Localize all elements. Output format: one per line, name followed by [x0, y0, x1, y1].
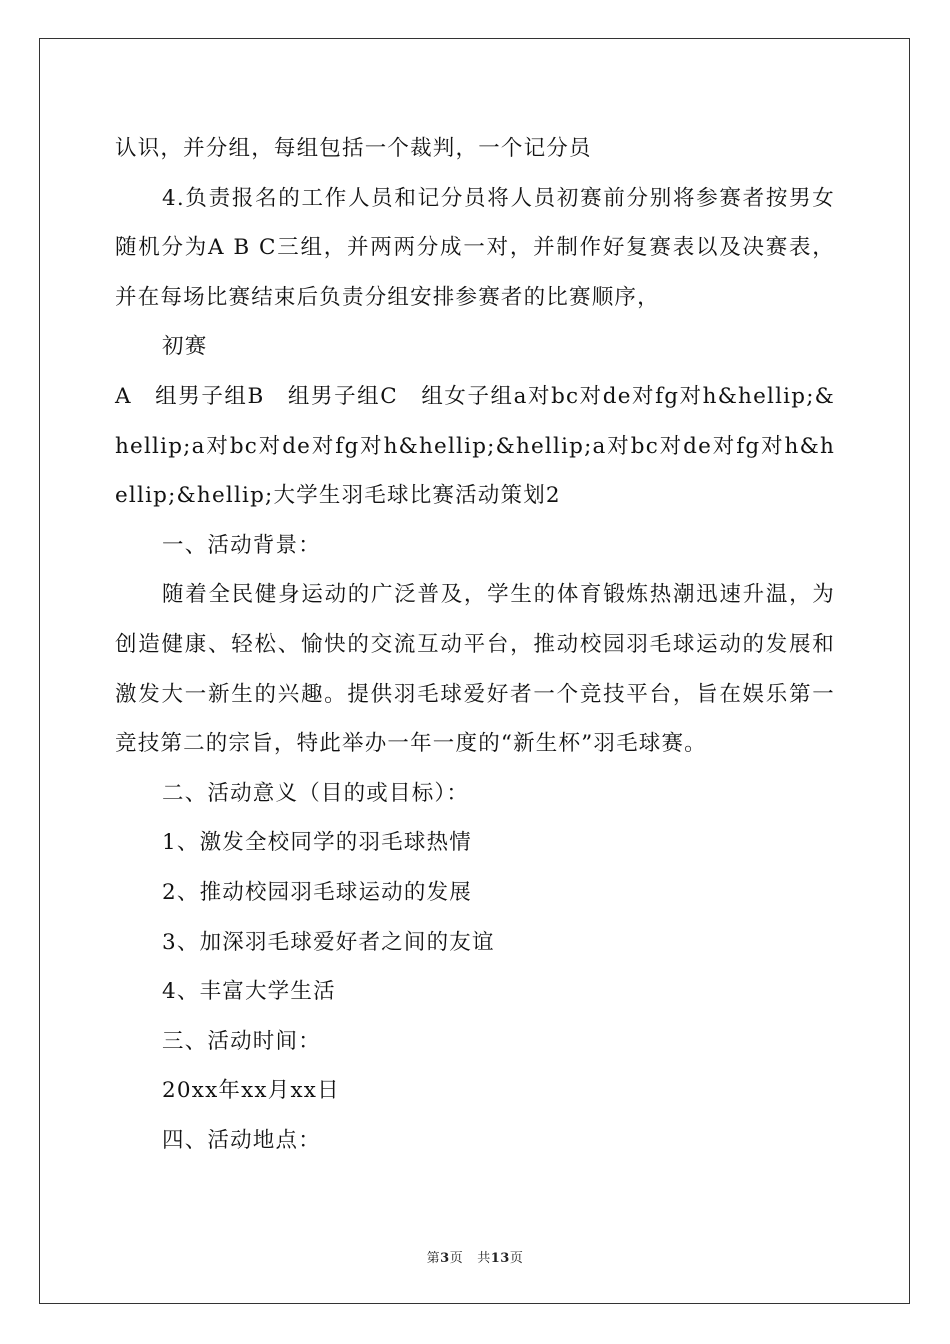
footer-total-suffix: 页 [509, 1251, 524, 1266]
footer-page-number: 3 [440, 1251, 450, 1266]
section-heading-2: 二、活动意义（目的或目标）： [162, 780, 470, 806]
section-heading-3: 三、活动时间： [162, 1028, 321, 1054]
footer-prefix: 第 [426, 1251, 441, 1266]
section-heading-4: 四、活动地点： [162, 1127, 321, 1153]
paragraph-background: 随着全民健身运动的广泛普及，学生的体育锻炼热潮迅速升温，为创造健康、轻松、愉快的交流互动平台，推动校园羽毛球运动的发展和激发大一新生的兴趣。提供羽毛球爱好者一个竞技平台，旨在娱乐第一竞技第二的宗旨，特此举办一年一度的“新生杯”羽毛球赛。 [115, 582, 835, 757]
list-item-4: 4、丰富大学生活 [162, 979, 336, 1005]
paragraph-3: 初赛 [162, 334, 208, 360]
activity-date: 20xx年xx月xx日 [162, 1078, 340, 1104]
document-body [115, 124, 835, 1165]
footer-total-prefix: 共 [477, 1251, 491, 1266]
footer-total-pages: 13 [490, 1251, 510, 1266]
paragraph-4: A 组男子组B 组男子组C 组女子组a对bc对de对fg对h&hellip;&hellip;a对bc对de对fg对h&hellip;&hellip;a对bc对de对fg对h&hellip;&hellip;大学生羽毛球比赛活动策划2 [115, 383, 835, 509]
page-footer [0, 1247, 950, 1266]
list-item-1: 1、激发全校同学的羽毛球热情 [162, 830, 472, 856]
section-heading-1: 一、活动背景： [162, 532, 321, 558]
list-item-2: 2、推动校园羽毛球运动的发展 [162, 879, 472, 905]
paragraph-2: 4.负责报名的工作人员和记分员将人员初赛前分别将参赛者按男女随机分为A B C三组，并两两分成一对，并制作好复赛表以及决赛表，并在每场比赛结束后负责分组安排参赛者的比赛顺序， [115, 185, 835, 310]
footer-page-suffix: 页 [449, 1251, 464, 1266]
list-item-3: 3、加深羽毛球爱好者之间的友谊 [162, 929, 495, 955]
paragraph-1: 认识，并分组，每组包括一个裁判，一个记分员 [115, 136, 592, 161]
